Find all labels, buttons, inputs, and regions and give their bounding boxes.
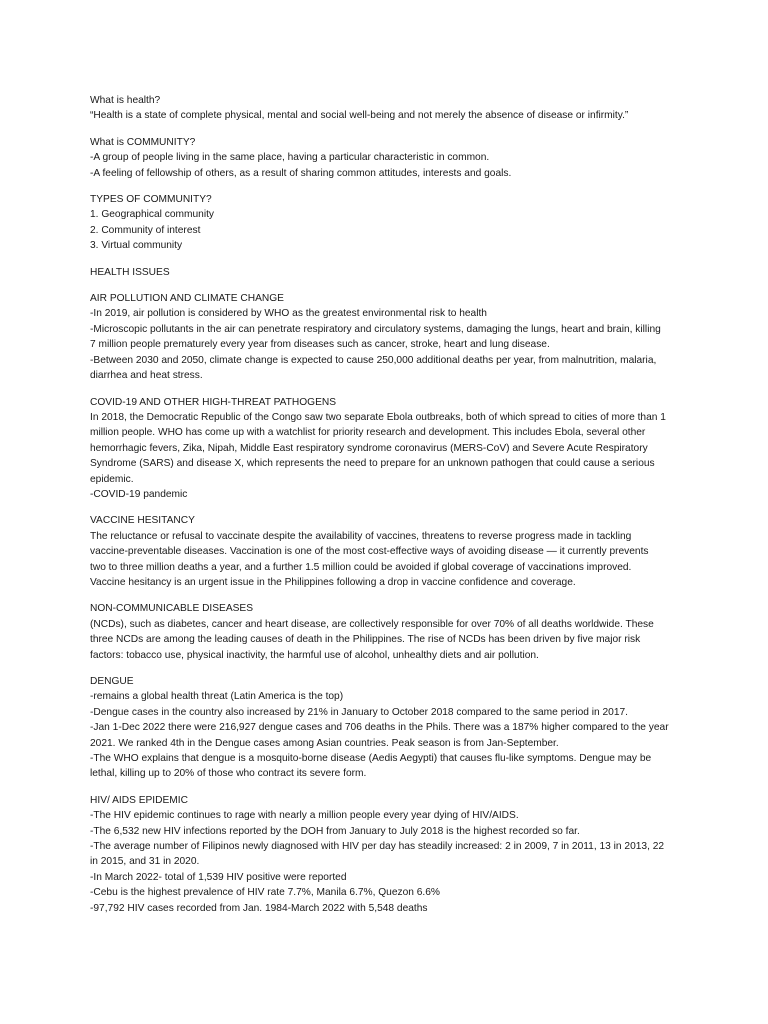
section: [90, 793, 690, 916]
text-line: three NCDs are among the leading causes of death in the Philippines. The rise of NCDs has been driven by five major risk: [90, 634, 641, 646]
section-heading: DENGUE: [90, 676, 134, 687]
text-line: (NCDs), such as diabetes, cancer and heart disease, are collectively responsible for over 70% of all deaths worldwide. These: [90, 618, 654, 630]
text-line: 1. Geographical community: [90, 209, 215, 221]
text-line: lethal, killing up to 20% of those who contract its severe form.: [90, 768, 367, 780]
section: [90, 192, 690, 254]
text-line: -Microscopic pollutants in the air can penetrate respiratory and circulatory systems, damaging the lungs, heart and brain, killing: [90, 323, 661, 335]
text-line: -Between 2030 and 2050, climate change is expected to cause 250,000 additional deaths per year, from malnutrition, malaria,: [90, 354, 657, 366]
text-line: -A group of people living in the same place, having a particular characteristic in common.: [90, 152, 490, 164]
text-line: -In 2019, air pollution is considered by WHO as the greatest environmental risk to health: [90, 308, 487, 320]
text-line: -A feeling of fellowship of others, as a result of sharing common attitudes, interests and goals.: [90, 167, 512, 179]
text-line: million people. WHO has come up with a watchlist for priority research and development. This includes Ebola, several other: [90, 427, 646, 439]
section: [90, 395, 690, 503]
text-line: -The WHO explains that dengue is a mosquito-borne disease (Aedis Aegypti) that causes flu-like symptoms. Dengue may be: [90, 753, 652, 765]
document-body: [90, 93, 690, 927]
section-heading: AIR POLLUTION AND CLIMATE CHANGE: [90, 293, 284, 305]
section-heading: What is COMMUNITY?: [90, 136, 196, 148]
section: [90, 265, 690, 280]
section: [90, 601, 690, 663]
text-line: 2021. We ranked 4th in the Dengue cases among Asian countries. Peak season is from Jan-September.: [90, 737, 559, 749]
text-line: -The 6,532 new HIV infections reported by the DOH from January to July 2018 is the highest recorded so far.: [90, 825, 580, 837]
text-line: -COVID-19 pandemic: [90, 488, 188, 500]
text-line: -In March 2022- total of 1,539 HIV positive were reported: [90, 871, 347, 883]
text-line: 7 million people prematurely every year from diseases such as cancer, stroke, heart and lung disease.: [90, 339, 550, 351]
text-line: 2. Community of interest: [90, 224, 201, 236]
section-heading: COVID-19 AND OTHER HIGH-THREAT PATHOGENS: [90, 396, 337, 408]
text-line: -Dengue cases in the country also increased by 21% in January to October 2018 compared to the same period in 2017.: [90, 706, 628, 718]
text-line: hemorrhagic fevers, Zika, Nipah, Middle East respiratory syndrome coronavirus (MERS-CoV) and Severe Acute Respiratory: [90, 442, 648, 454]
section-heading: TYPES OF COMMUNITY?: [90, 194, 212, 206]
section-heading: HEALTH ISSUES: [90, 266, 170, 278]
text-line: In 2018, the Democratic Republic of the Congo saw two separate Ebola outbreaks, both of which spread to cities of more than 1: [90, 411, 666, 423]
section-heading: NON-COMMUNICABLE DISEASES: [90, 603, 254, 615]
section: [90, 93, 690, 124]
text-line: The reluctance or refusal to vaccinate despite the availability of vaccines, threatens to reverse progress made in tackling: [90, 530, 632, 542]
text-line: epidemic.: [90, 473, 134, 485]
section: [90, 291, 690, 383]
text-line: Vaccine hesitancy is an urgent issue in the Philippines following a drop in vaccine confidence and coverage.: [90, 576, 576, 588]
text-line: in 2015, and 31 in 2020.: [90, 856, 200, 868]
text-line: Syndrome (SARS) and disease X, which represents the need to prepare for an unknown pathogen that could cause a serious: [90, 458, 655, 470]
text-line: “Health is a state of complete physical, mental and social well-being and not merely the absence of disease or infirmity.”: [90, 110, 629, 122]
text-line: -Jan 1-Dec 2022 there were 216,927 dengue cases and 706 deaths in the Phils. There was a 187% higher compared to the year: [90, 722, 669, 734]
section: [90, 674, 690, 782]
text-line: -The average number of Filipinos newly diagnosed with HIV per day has steadily increased: 2 in 2009, 7 in 2011, 13 in 2013, 22: [90, 841, 665, 853]
section-heading: VACCINE HESITANCY: [90, 515, 195, 527]
text-line: -97,792 HIV cases recorded from Jan. 1984-March 2022 with 5,548 deaths: [90, 902, 428, 914]
text-line: factors: tobacco use, physical inactivity, the harmful use of alcohol, unhealthy diets and air pollution.: [90, 649, 539, 661]
text-line: 3. Virtual community: [90, 240, 183, 252]
text-line: -The HIV epidemic continues to rage with nearly a million people every year dying of HIV/AIDS.: [90, 810, 519, 822]
text-line: -Cebu is the highest prevalence of HIV rate 7.7%, Manila 6.7%, Quezon 6.6%: [90, 887, 440, 899]
section: [90, 513, 690, 590]
text-line: diarrhea and heat stress.: [90, 370, 203, 382]
section: [90, 135, 690, 181]
text-line: two to three million deaths a year, and a further 1.5 million could be avoided if global coverage of vaccinations improved.: [90, 561, 632, 573]
text-line: vaccine-preventable diseases. Vaccination is one of the most cost-effective ways of avoiding disease — it currently prevents: [90, 546, 649, 558]
section-heading: HIV/ AIDS EPIDEMIC: [90, 794, 188, 806]
text-line: -remains a global health threat (Latin America is the top): [90, 691, 344, 703]
section-heading: What is health?: [90, 95, 161, 106]
